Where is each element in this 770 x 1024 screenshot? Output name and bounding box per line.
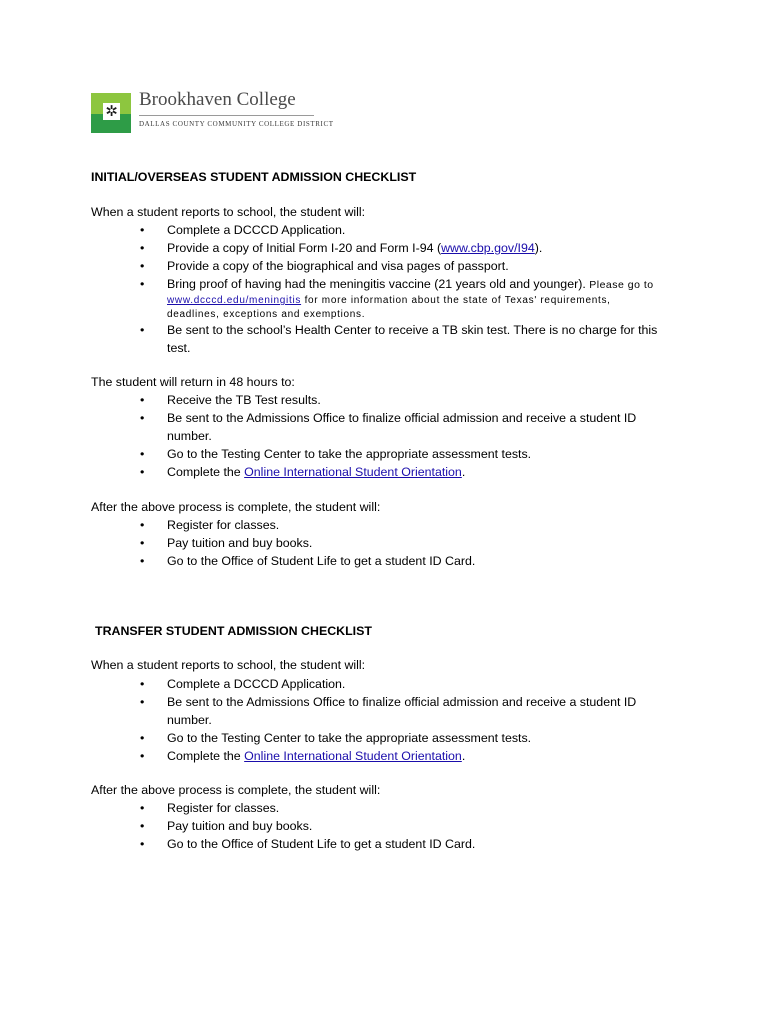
bullet-icon: •: [140, 536, 145, 550]
bullet-icon: •: [140, 695, 145, 709]
bullet-icon: •: [140, 819, 145, 833]
bullet-icon: •: [140, 731, 145, 745]
bullet-icon: •: [140, 277, 145, 291]
cbp-i94-link[interactable]: www.cbp.gov/I94: [441, 241, 535, 255]
bullet-icon: •: [140, 223, 145, 237]
meningitis-info-line2: deadlines, exceptions and exemptions.: [167, 309, 366, 320]
list-item-continuation: number.: [167, 713, 212, 727]
bullet-icon: •: [140, 447, 145, 461]
bullet-icon: •: [140, 554, 145, 568]
orientation-link[interactable]: Online International Student Orientation: [244, 465, 462, 479]
list-item-continuation: test.: [167, 341, 191, 355]
section2-title: TRANSFER STUDENT ADMISSION CHECKLIST: [95, 624, 372, 638]
list-item-continuation: number.: [167, 429, 212, 443]
meningitis-info-line: www.dcccd.edu/meningitis for more information about the state of Texas' requirements,: [167, 295, 611, 306]
college-district: DALLAS COUNTY COMMUNITY COLLEGE DISTRICT: [139, 120, 334, 128]
bullet-icon: •: [140, 465, 145, 479]
bullet-icon: •: [140, 749, 145, 763]
bullet-icon: •: [140, 518, 145, 532]
section1-intro3: After the above process is complete, the student will:: [91, 500, 381, 514]
bullet-icon: •: [140, 677, 145, 691]
college-name: Brookhaven College: [139, 89, 296, 110]
orientation-link[interactable]: Online International Student Orientation: [244, 749, 462, 763]
meningitis-link[interactable]: www.dcccd.edu/meningitis: [167, 295, 302, 306]
section1-intro1: When a student reports to school, the student will:: [91, 205, 366, 219]
section2-intro2: After the above process is complete, the student will:: [91, 783, 381, 797]
bullet-icon: •: [140, 323, 145, 337]
bullet-icon: •: [140, 837, 145, 851]
logo-mark-icon: ✲: [91, 93, 131, 133]
bullet-icon: •: [140, 241, 145, 255]
bullet-icon: •: [140, 393, 145, 407]
section2-intro1: When a student reports to school, the student will:: [91, 658, 366, 672]
bullet-icon: •: [140, 411, 145, 425]
bullet-icon: •: [140, 259, 145, 273]
college-logo: [91, 89, 334, 135]
bullet-icon: •: [140, 801, 145, 815]
logo-divider: [139, 115, 314, 116]
section1-title: INITIAL/OVERSEAS STUDENT ADMISSION CHECKLIST: [91, 170, 417, 184]
section1-intro2: The student will return in 48 hours to:: [91, 375, 295, 389]
